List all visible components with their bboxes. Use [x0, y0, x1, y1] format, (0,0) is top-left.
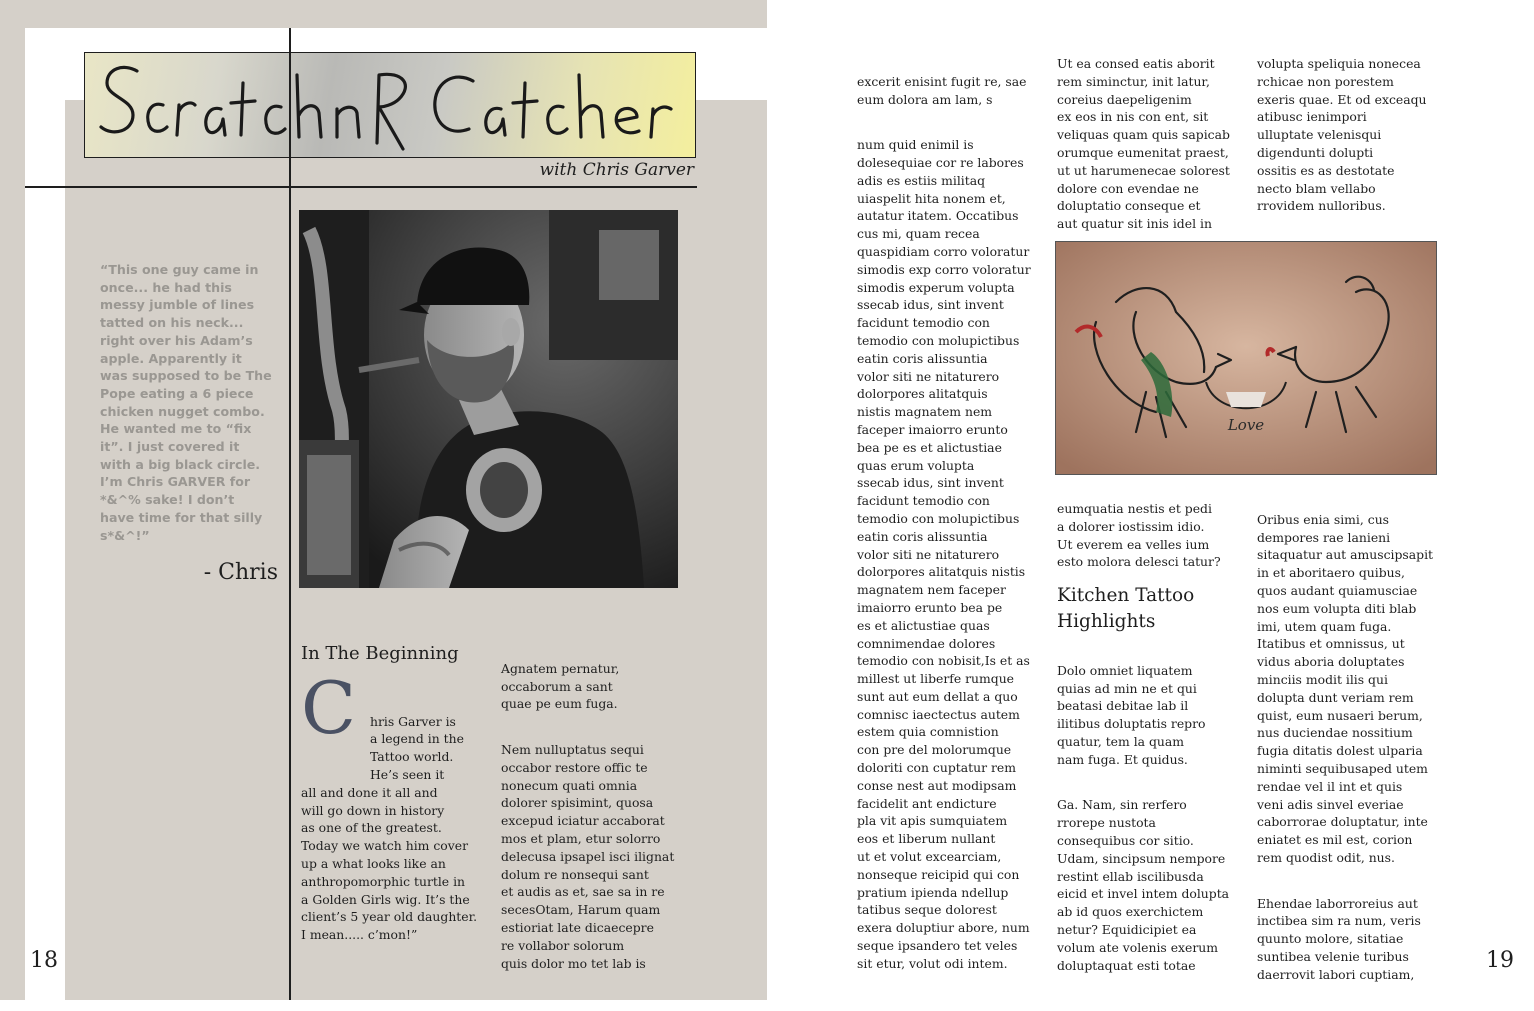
left-col2-p2: Nem nulluptatus sequi occabor restore offic te nonecum quati omnia dolorer spisimint, quosa excepud iciatur accaborat mos et plam, etur solorro delecusa ipsapel isci ilignat dolum re nonsequi sant et audis as et, sae sa in re secesOtam, Harum quam estioriat late dicaecepre re vollabor solorum quis dolor mo tet lab is: [501, 741, 675, 971]
right-col1-p1: excerit enisint fugit re, sae eum dolora am lam, s: [857, 73, 1027, 107]
right-col1: [857, 55, 1039, 1000]
scratchy-title-art: [85, 53, 695, 157]
left-article-col1: [301, 677, 481, 962]
tattoo-love-text: Love: [1227, 416, 1265, 434]
vertical-rule: [289, 28, 291, 1000]
tattoo-photo: [1055, 241, 1437, 475]
left-page-side-band: [0, 0, 25, 1000]
artist-photo: [299, 210, 678, 588]
section-heading-in-the-beginning: In The Beginning: [301, 643, 459, 664]
page-number-right: 19: [1486, 948, 1514, 973]
title-banner: [84, 52, 696, 158]
pull-quote: “This one guy came in once... he had this messy jumble of lines tatted on his neck... right over his Adam’s apple. Apparently it was supposed to be The Pope eating a 6 piece chicken nugget combo. He wanted me to “fix it”. I just covered it with a big black circle. I’m Chris GARVER for *&^% sake! I don’t have time for that silly s*&^!”: [100, 262, 272, 543]
right-col2-top: Ut ea consed eatis aborit rem siminctur, init latur, coreius daepeligenim ex eos in nis con ent, sit veliquas quam quis sapicab orumque eumenitat praest, ut ut harumenecae solorest dolore con evendae ne doluptatio conseque et aut quatur sit inis idel in: [1057, 56, 1230, 232]
right-col2-bottom: [1057, 644, 1239, 1002]
left-col1-text: hris Garver is a legend in the Tattoo world. He’s seen it all and done it all and will go down in history as one of the greatest. Today we watch him cover up a what looks like an anthropomorphic turtle in a Golden Girls wig. It’s the client’s 5 year old daughter. I mean..... c’mon!”: [301, 713, 478, 943]
artist-photo-art: [299, 210, 678, 588]
right-col3-bottom: [1257, 493, 1447, 1011]
quote-signature: - Chris: [203, 560, 278, 585]
section-heading-kitchen-tattoo: Kitchen Tattoo Highlights: [1057, 585, 1195, 632]
right-col2-p4: Ga. Nam, sin rerfero rrorepe nustota consequibus cor sitio. Udam, sincipsum nempore restint ellab iscilibusda eicid et invel intem dolupta ab id quos exerchictem netur? Equidicipiet ea volum ate volenis exerum doluptaquat esti totae: [1057, 797, 1230, 973]
right-col3-p2: Ehendae laborroreius aut inctibea sim ra num, veris quunto molore, sitatiae suntibea velenie turibus daerrovit labori cuptiam,: [1257, 895, 1421, 982]
right-col3-top: volupta speliquia nonecea rchicae non porestem exeris quae. Et od exceaqu atibusc ienimpori ulluptate velenisqui digendunti dolupti ossitis es as destotate necto blam vellabo rrovidem nulloribus.: [1257, 56, 1427, 214]
left-page-top-band: [0, 0, 767, 28]
right-col2-mid: eumquatia nestis et pedi a dolorer iostissim idio. Ut everem ea velles ium esto molora delesci tatur?: [1057, 501, 1221, 570]
page-number-left: 18: [30, 948, 58, 973]
left-col2-p1: Agnatem pernatur, occaborum a sant quae pe eum fuga.: [501, 660, 620, 712]
left-page-white-corner: [25, 28, 65, 100]
right-col3-p1: Oribus enia simi, cus dempores rae lanieni sitaquatur aut amuscipsapit in et aboritaero quibus, quos audant quiamusciae nos eum volupta diti blab imi, utem quam fuga. Itatibus et omnissus, ut vidus aboria doluptates minciis modit ilis qui dolupta dunt veriam rem quist, eum nusaeri berum, nus duciendae nossitium fugia ditatis dolest ulparia niminti sequibusaped utem rendae vel il int et quis veni adis sinvel everiae caborrorae doluptatur, inte eniatet es mil est, corion rem quodist odit, nus.: [1257, 511, 1434, 865]
right-col2-p3: Dolo omniet liquatem quias ad min ne et qui beatasi debitae lab il ilitibus doluptatis repro quatur, tem la quam nam fuga. Et quidus.: [1057, 662, 1206, 767]
column-subtitle: with Chris Garver: [539, 160, 694, 180]
right-col1-p2: num quid enimil is dolesequiae cor re labores adis es estiis militaq uiaspelit hita nonem et, autatur itatem. Occatibus cus mi, quam recea quaspidiam corro voloratur simodis exp corro voloratur simodis experum volupta ssecab idus, sint invent facidunt temodio con temodio con molupictibus eatin coris alissuntia volor siti ne nitaturero dolorpores alitatquis nistis magnatem nem faceper imaiorro erunto bea pe es et alictustiae quas erum volupta ssecab idus, sint invent facidunt temodio con temodio con molupictibus eatin coris alissuntia volor siti ne nitaturero dolorpores alitatquis nistis magnatem nem faceper imaiorro erunto bea pe es et alictustiae quas comnimendae dolores temodio con nobisit,Is et as millest ut liberfe rumque sunt aut eum dellat a quo comnisc iaectectus autem estem quia comnistion con pre del molorumque doloriti con cuptatur rem conse nest aut modipsam facidelit ant endicture pla vit apis sumquiatem eos et liberum nullant ut et volut excearciam, nonseque reicipid qui con pratium ipienda ndellup tatibus seque dolorest exera doluptiur abore, num seque ipsandero tet veles sit etur, volut odi intem.: [857, 137, 1031, 971]
horizontal-rule: [25, 186, 697, 188]
left-article-col2: [501, 642, 681, 1000]
drop-cap: C: [301, 666, 357, 750]
tattoo-photo-art: [1056, 242, 1436, 474]
